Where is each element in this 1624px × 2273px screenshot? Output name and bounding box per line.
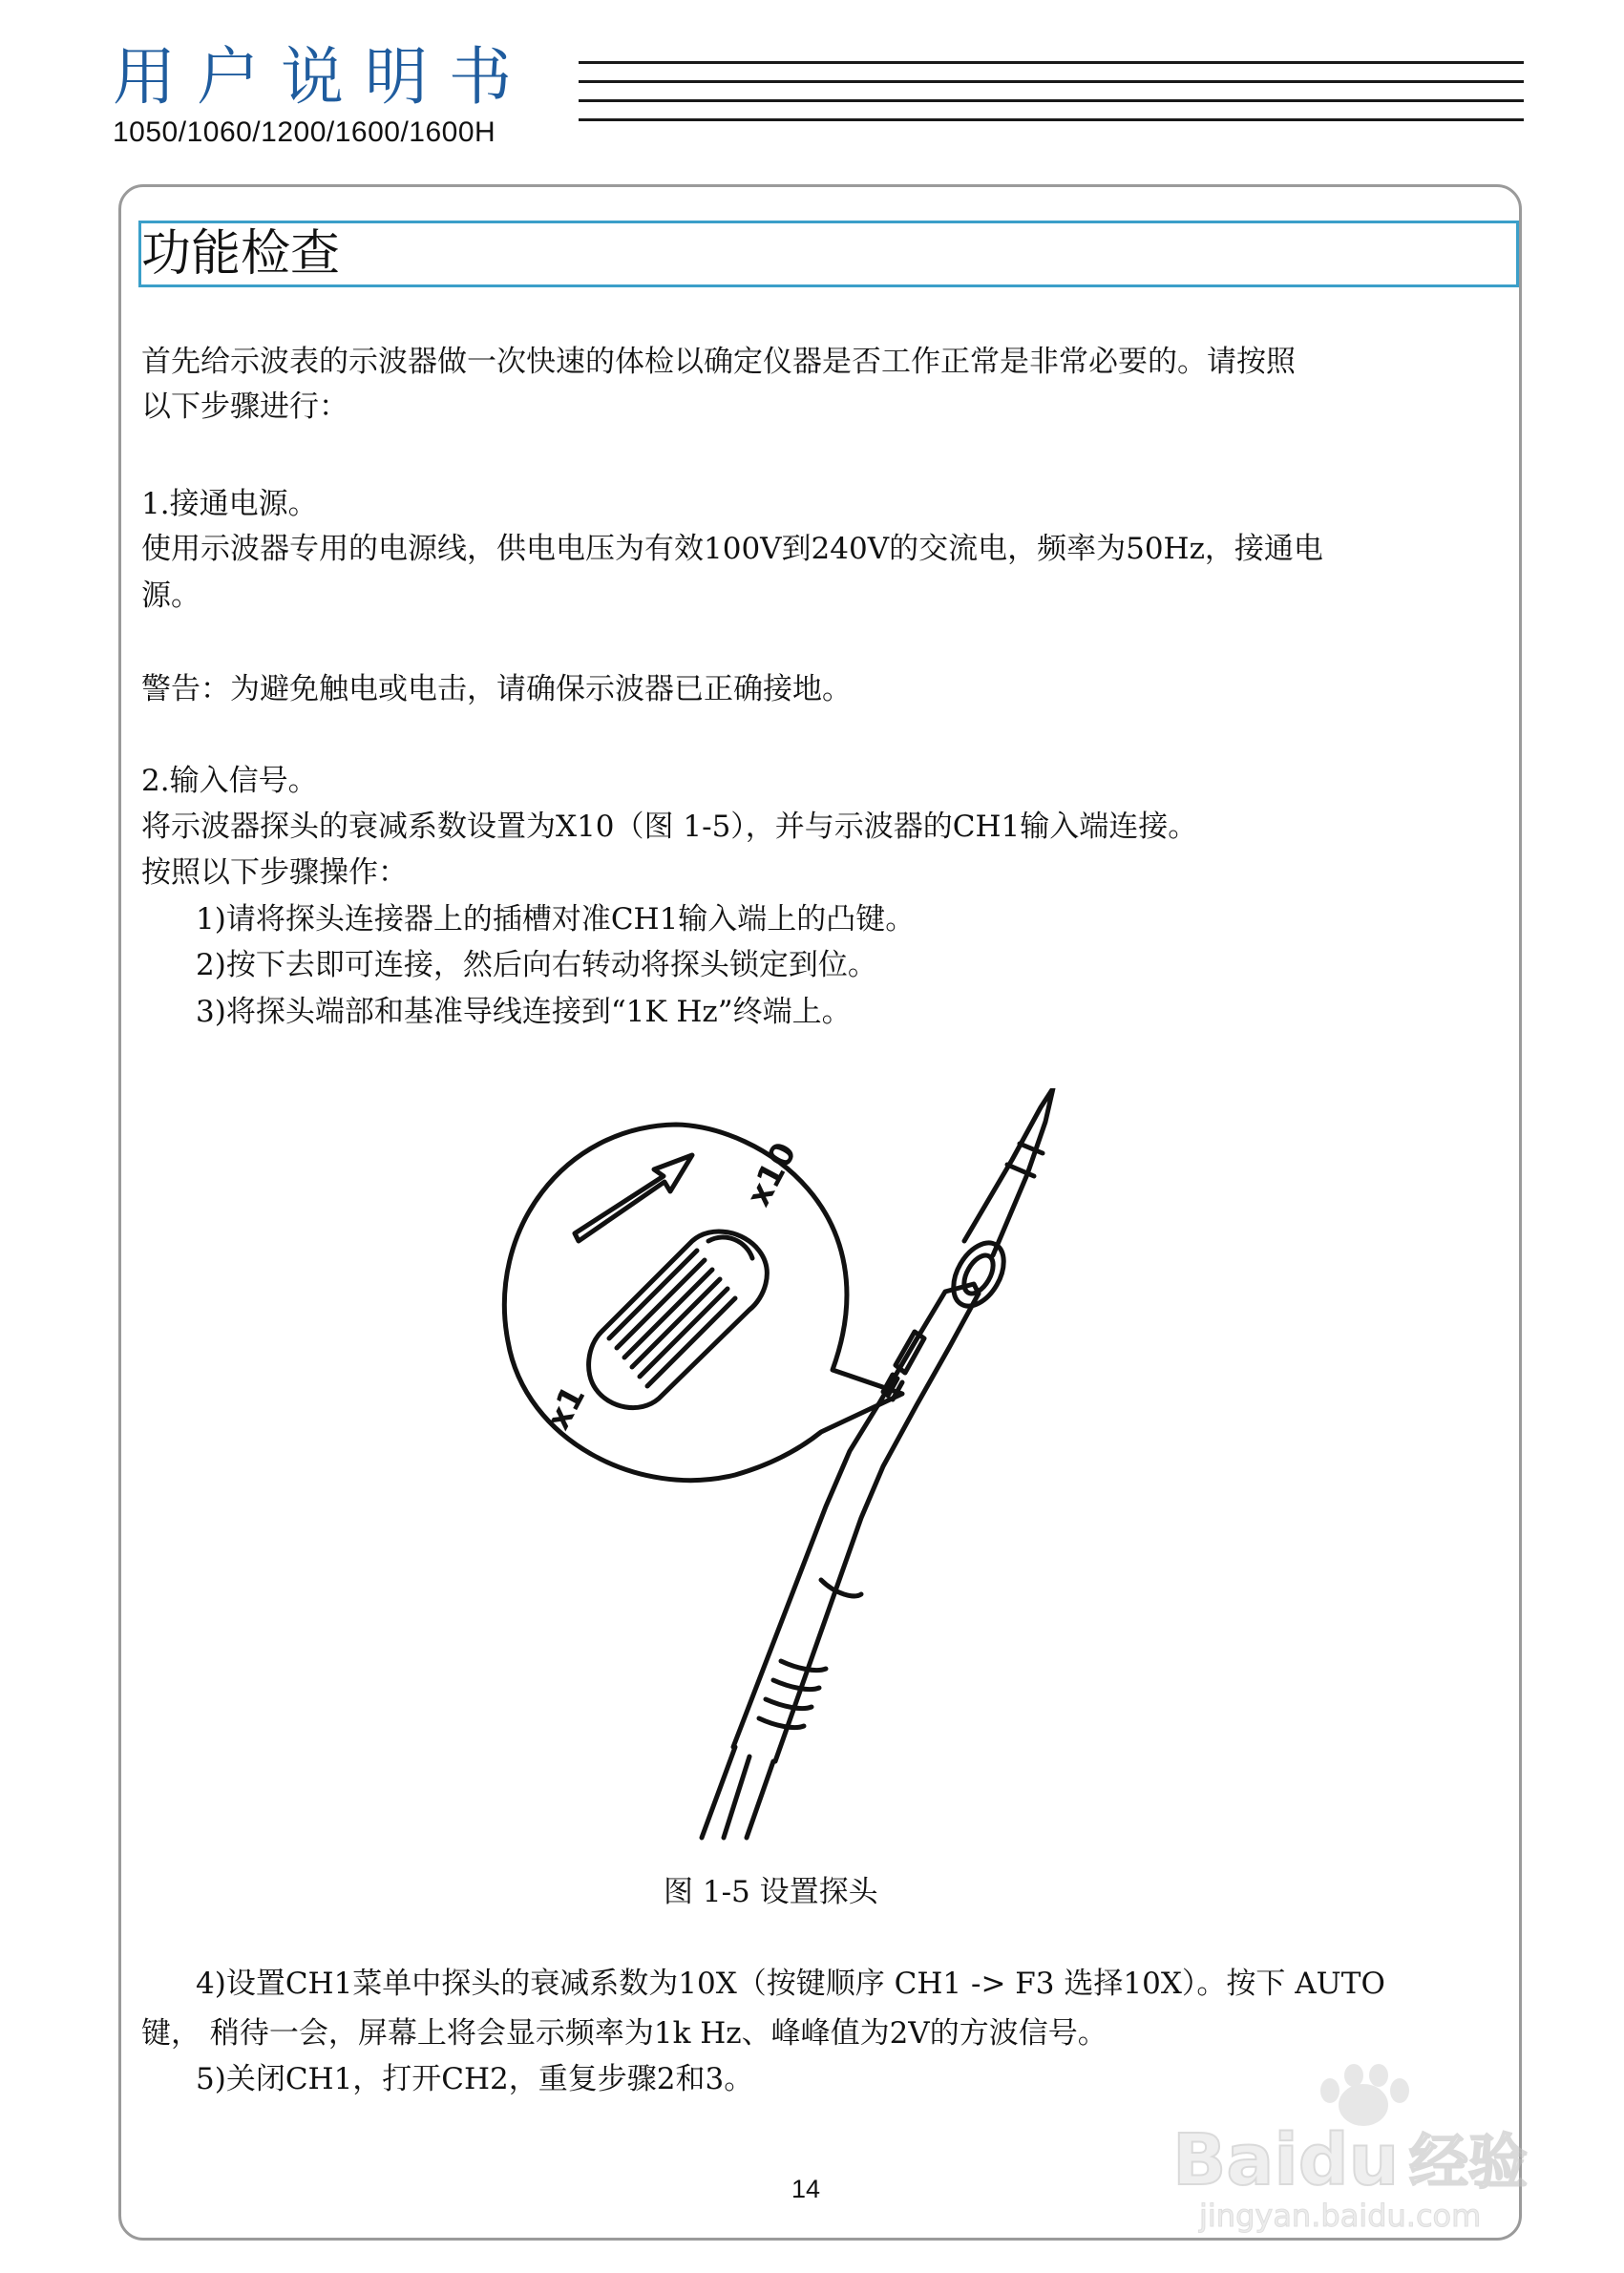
substep-2: 2)按下去即可连接，然后向右转动将探头锁定到位。 (196, 948, 877, 982)
substep-1: 1)请将探头连接器上的插槽对准CH1输入端上的凸键。 (196, 902, 916, 937)
page-number: 14 (791, 2175, 821, 2203)
baidu-watermark (1172, 2062, 1554, 2234)
step1-heading: 1.接通电源。 (141, 487, 318, 521)
warning-text: 警告：为避免触电或电击，请确保示波器已正确接地。 (141, 672, 852, 706)
paw-icon (1320, 2064, 1409, 2126)
model-numbers: 1050/1060/1200/1600/1600H (113, 116, 496, 148)
step1-text: 源。 (141, 579, 200, 613)
header-rule (579, 118, 1524, 121)
switch-label-x1: x1 (538, 1379, 594, 1437)
watermark-brand-cn: 经验 (1409, 2127, 1529, 2197)
arrow-icon (575, 1155, 692, 1241)
step2-text: 将示波器探头的衰减系数设置为X10（图 1-5），并与示波器的CH1输入端连接。 (141, 810, 1198, 844)
substep-4-continued: 键， 稍待一会，屏幕上将会显示频率为1k Hz、峰峰值为2V的方波信号。 (141, 2016, 1107, 2051)
section-title: 功能检查 (141, 225, 341, 283)
header-rule (579, 61, 1524, 64)
section-title-box (138, 221, 1519, 287)
header-rule (579, 99, 1524, 102)
intro-text: 以下步骤进行： (141, 389, 348, 424)
intro-text: 首先给示波表的示波器做一次快速的体检以确定仪器是否工作正常是非常必要的。请按照 (141, 345, 1296, 379)
substep-4: 4)设置CH1菜单中探头的衰减系数为10X（按键顺序 CH1 -> F3 选择10X）。按下 AUTO (196, 1967, 1385, 2001)
step1-text: 使用示波器专用的电源线，供电电压为有效100V到240V的交流电，频率为50Hz，接通电 (141, 532, 1323, 566)
substep-5: 5)关闭CH1，打开CH2，重复步骤2和3。 (196, 2062, 754, 2096)
probe-figure (496, 1088, 1184, 1842)
step2-heading: 2.输入信号。 (141, 764, 318, 798)
watermark-brand: Baidu (1172, 2119, 1400, 2201)
header-rule (579, 80, 1524, 83)
switch-label-x10: x10 (739, 1136, 805, 1213)
manual-title: 用户说明书 (113, 40, 533, 114)
switch-slider-icon (589, 1231, 768, 1408)
substep-3: 3)将探头端部和基准导线连接到“1K Hz”终端上。 (196, 995, 852, 1029)
watermark-url: jingyan.baidu.com (1199, 2198, 1482, 2234)
step2-text: 按照以下步骤操作： (141, 855, 408, 890)
figure-caption: 图 1-5 设置探头 (664, 1875, 878, 1909)
